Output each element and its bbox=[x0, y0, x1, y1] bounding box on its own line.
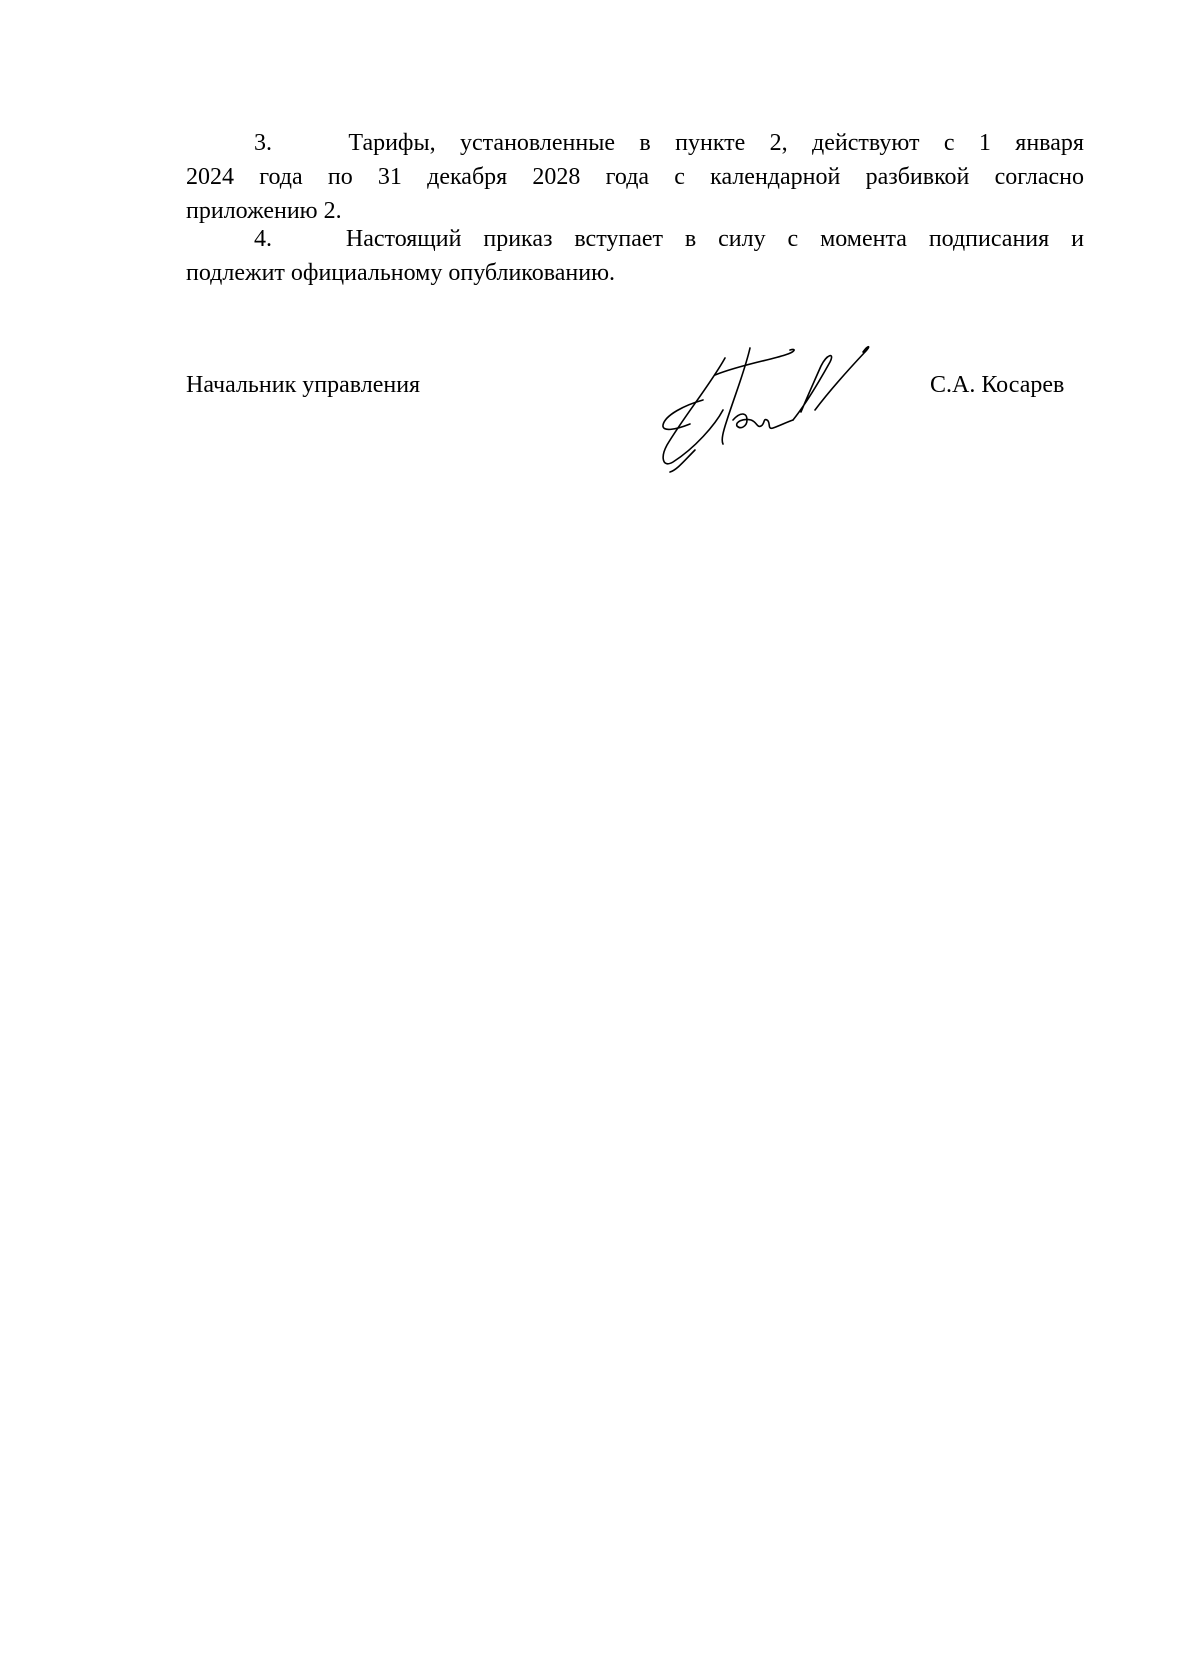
word: подлежит официальному опубликованию. bbox=[186, 260, 616, 286]
paragraph-number: 3. bbox=[254, 130, 272, 156]
word: года bbox=[259, 164, 303, 190]
word: 2, bbox=[769, 130, 788, 156]
paragraph-3 bbox=[186, 126, 1084, 228]
paragraph-3-line-2 bbox=[186, 160, 1084, 194]
word: Тарифы, bbox=[348, 130, 436, 156]
signatory-name: С.А. Косарев bbox=[930, 372, 1065, 398]
word: года bbox=[605, 164, 650, 190]
word: силу bbox=[718, 226, 766, 252]
word: 31 bbox=[377, 164, 402, 190]
word: вступает bbox=[574, 226, 664, 252]
word: в bbox=[684, 226, 697, 252]
word: разбивкой bbox=[865, 164, 970, 190]
handwritten-signature bbox=[655, 340, 895, 475]
word: момента bbox=[820, 226, 907, 252]
word: и bbox=[1071, 226, 1084, 252]
paragraph-4 bbox=[186, 222, 1084, 290]
word: с bbox=[943, 130, 955, 156]
word: 2024 bbox=[186, 164, 234, 190]
word: приложению 2. bbox=[186, 198, 342, 224]
word: 1 bbox=[978, 130, 991, 156]
word: действуют bbox=[812, 130, 920, 156]
paragraph-4-line-2 bbox=[186, 256, 1084, 290]
word: Настоящий bbox=[345, 226, 462, 252]
paragraph-number: 4. bbox=[254, 226, 272, 252]
paragraph-3-line-1 bbox=[186, 126, 1084, 160]
word: в bbox=[639, 130, 651, 156]
word: приказ bbox=[483, 226, 553, 252]
word: с bbox=[674, 164, 685, 190]
signatory-position: Начальник управления bbox=[186, 372, 421, 398]
word: с bbox=[787, 226, 799, 252]
word: января bbox=[1015, 130, 1084, 156]
paragraph-4-line-1 bbox=[186, 222, 1084, 256]
word: календарной bbox=[710, 164, 841, 190]
word: согласно bbox=[994, 164, 1084, 190]
word: пункте bbox=[675, 130, 746, 156]
word: подписания bbox=[928, 226, 1050, 252]
word: 2028 bbox=[532, 164, 581, 190]
word: декабря bbox=[427, 164, 508, 190]
word: установленные bbox=[459, 130, 616, 156]
word: по bbox=[327, 164, 353, 190]
